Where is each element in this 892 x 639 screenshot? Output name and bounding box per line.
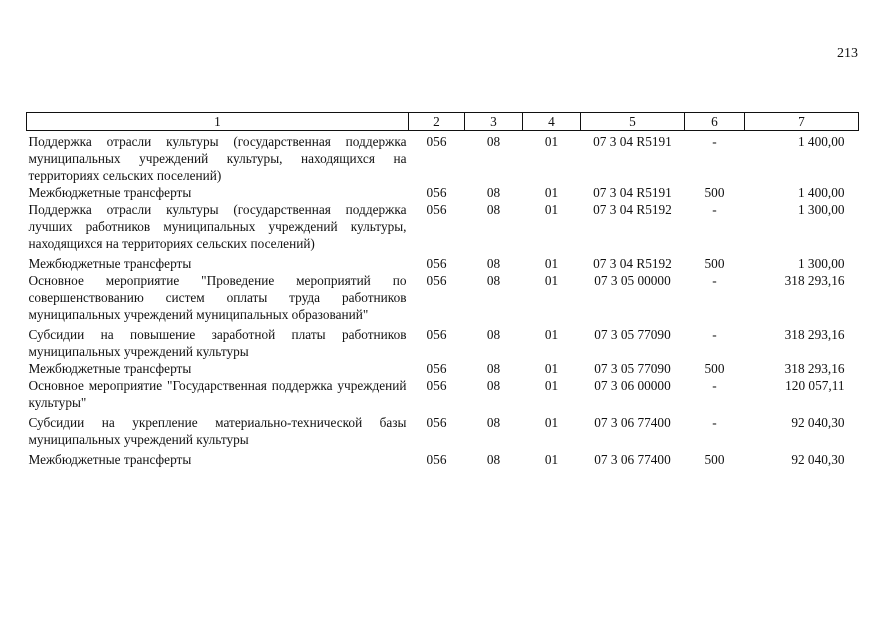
- expense-type-code: -: [712, 327, 717, 342]
- target-article-code: 07 3 05 77090: [594, 361, 671, 376]
- table-row: [27, 448, 859, 468]
- section-code: 08: [486, 256, 501, 271]
- amount: 318 293,16: [784, 361, 845, 376]
- table-row: [27, 272, 859, 323]
- ministry-code: 056: [426, 415, 447, 430]
- table-row: [27, 360, 859, 377]
- column-header: 2: [409, 113, 465, 131]
- subsection-code: 01: [544, 185, 559, 200]
- amount: 318 293,16: [784, 273, 845, 288]
- section-code: 08: [486, 452, 501, 467]
- item-name: Межбюджетные трансферты: [28, 256, 192, 271]
- item-name: Поддержка отрасли культуры (государственная поддержка муниципальных учреждений культуры, находящихся на территориях сельских поселений): [28, 134, 407, 183]
- amount: 120 057,11: [785, 378, 845, 393]
- column-header: 7: [745, 113, 859, 131]
- ministry-code: 056: [426, 185, 447, 200]
- section-code: 08: [486, 134, 501, 149]
- table-row: [27, 131, 859, 185]
- subsection-code: 01: [544, 202, 559, 217]
- section-code: 08: [486, 185, 501, 200]
- expense-type-code: -: [712, 134, 717, 149]
- subsection-code: 01: [544, 361, 559, 376]
- section-code: 08: [486, 361, 501, 376]
- item-name: Межбюджетные трансферты: [28, 452, 192, 467]
- ministry-code: 056: [426, 361, 447, 376]
- item-name: Субсидии на укрепление материально-технической базы муниципальных учреждений культуры: [28, 415, 407, 447]
- target-article-code: 07 3 04 R5191: [593, 185, 672, 200]
- column-header: 5: [581, 113, 685, 131]
- section-code: 08: [486, 202, 501, 217]
- expense-type-code: -: [712, 273, 717, 288]
- table-row: [27, 201, 859, 252]
- subsection-code: 01: [544, 415, 559, 430]
- item-name: Поддержка отрасли культуры (государственная поддержка лучших работников муниципальных учреждений культуры, находящихся на территориях сельских поселений): [28, 202, 407, 251]
- amount: 1 400,00: [797, 185, 845, 200]
- item-name: Субсидии на повышение заработной платы работников муниципальных учреждений культуры: [28, 327, 407, 359]
- table-row: [27, 377, 859, 411]
- column-header: 3: [465, 113, 523, 131]
- table-row: [27, 252, 859, 272]
- section-code: 08: [486, 378, 501, 393]
- ministry-code: 056: [426, 378, 447, 393]
- target-article-code: 07 3 04 R5192: [593, 256, 672, 271]
- subsection-code: 01: [544, 273, 559, 288]
- amount: 1 300,00: [797, 202, 845, 217]
- section-code: 08: [486, 415, 501, 430]
- table-header-row: [27, 113, 859, 131]
- item-name: Межбюджетные трансферты: [28, 185, 192, 200]
- budget-table: [26, 112, 859, 468]
- expense-type-code: 500: [704, 361, 725, 376]
- subsection-code: 01: [544, 256, 559, 271]
- subsection-code: 01: [544, 378, 559, 393]
- subsection-code: 01: [544, 134, 559, 149]
- expense-type-code: -: [712, 378, 717, 393]
- amount: 1 300,00: [797, 256, 845, 271]
- amount: 92 040,30: [791, 452, 845, 467]
- ministry-code: 056: [426, 452, 447, 467]
- amount: 318 293,16: [784, 327, 845, 342]
- item-name: Основное мероприятие "Проведение мероприятий по совершенствованию систем оплаты труда работников муниципальных учреждений муниципальных образований": [28, 273, 407, 322]
- expense-type-code: 500: [704, 452, 725, 467]
- item-name: Основное мероприятие "Государственная поддержка учреждений культуры": [28, 378, 407, 410]
- table-row: [27, 184, 859, 201]
- item-name: Межбюджетные трансферты: [28, 361, 192, 376]
- amount: 1 400,00: [797, 134, 845, 149]
- section-code: 08: [486, 273, 501, 288]
- ministry-code: 056: [426, 256, 447, 271]
- target-article-code: 07 3 04 R5191: [593, 134, 672, 149]
- amount: 92 040,30: [791, 415, 845, 430]
- subsection-code: 01: [544, 327, 559, 342]
- target-article-code: 07 3 05 77090: [594, 327, 671, 342]
- ministry-code: 056: [426, 134, 447, 149]
- target-article-code: 07 3 06 77400: [594, 452, 671, 467]
- section-code: 08: [486, 327, 501, 342]
- page-number: 213: [837, 46, 858, 61]
- subsection-code: 01: [544, 452, 559, 467]
- column-header: 6: [685, 113, 745, 131]
- expense-type-code: 500: [704, 256, 725, 271]
- expense-type-code: -: [712, 202, 717, 217]
- target-article-code: 07 3 06 00000: [594, 378, 671, 393]
- expense-type-code: -: [712, 415, 717, 430]
- expense-type-code: 500: [704, 185, 725, 200]
- ministry-code: 056: [426, 273, 447, 288]
- column-header: 1: [27, 113, 409, 131]
- target-article-code: 07 3 04 R5192: [593, 202, 672, 217]
- ministry-code: 056: [426, 327, 447, 342]
- target-article-code: 07 3 06 77400: [594, 415, 671, 430]
- ministry-code: 056: [426, 202, 447, 217]
- table-row: [27, 411, 859, 448]
- table-row: [27, 323, 859, 360]
- target-article-code: 07 3 05 00000: [594, 273, 671, 288]
- column-header: 4: [523, 113, 581, 131]
